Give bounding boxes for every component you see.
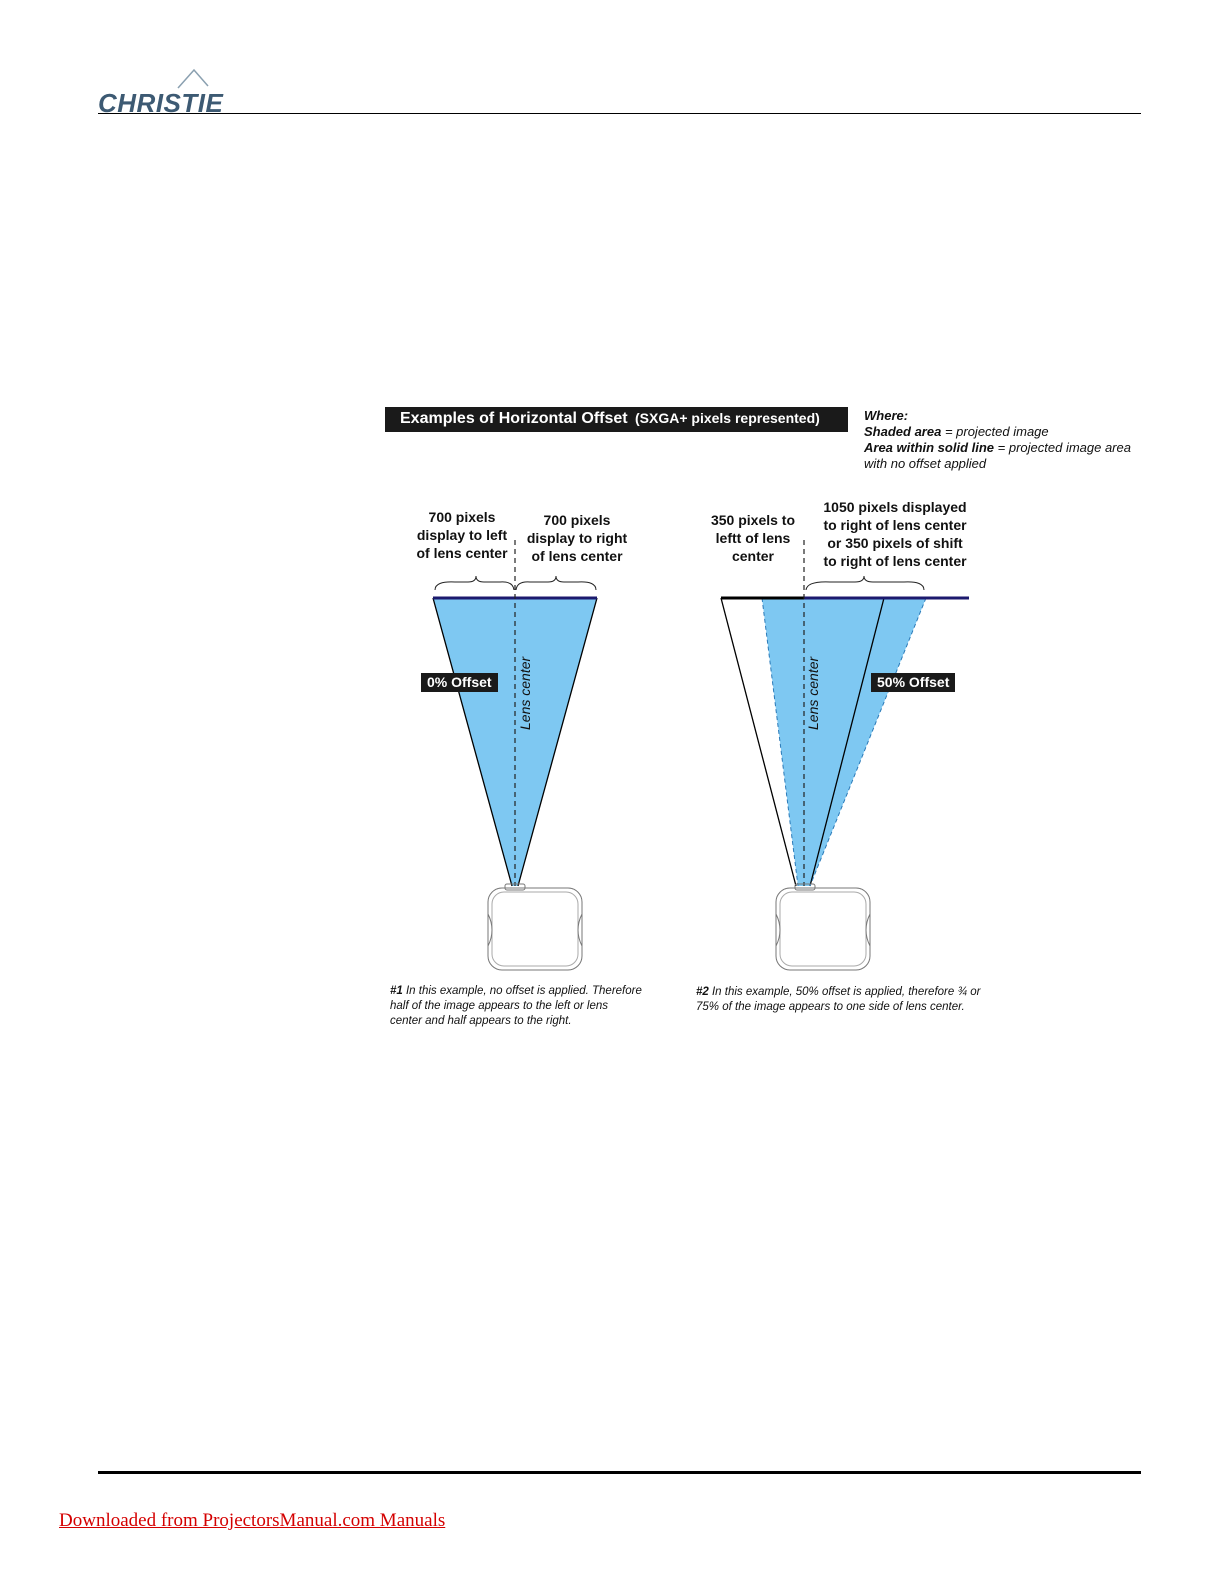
example2-right-label-line: 1050 pixels displayed [823, 499, 967, 515]
example1-right-label [518, 511, 636, 565]
example2-left-label [700, 511, 806, 565]
example1-right-label-line: of lens center [531, 548, 623, 564]
projector-2-icon [776, 884, 870, 970]
example2-right-label-line: to right of lens center [823, 553, 967, 569]
legend-shaded-term: Shaded area [864, 424, 942, 439]
legend-shaded-def: = projected image [941, 424, 1049, 439]
legend-where: Where: [864, 408, 909, 423]
example2-caption-line: 75% of the image appears to one side of lens center. [696, 1001, 965, 1013]
example1-caption [390, 984, 680, 1029]
footer-download-link[interactable]: Downloaded from ProjectorsManual.com Manuals [59, 1510, 446, 1531]
example2-left-label-line: 350 pixels to [710, 512, 796, 528]
example2-lens-center-label: Lens center [805, 656, 821, 730]
example2-right-label-line: or 350 pixels of shift [827, 535, 963, 551]
example2-right-label [812, 498, 978, 570]
example1-left-label-line: 700 pixels [428, 509, 496, 525]
example1-offset-badge: 0% Offset [421, 673, 498, 692]
example1-caption-num: #1 [390, 985, 403, 997]
footer-rule [98, 1471, 1141, 1474]
example2-offset-badge: 50% Offset [871, 673, 955, 692]
legend-solid-def2: with no offset applied [864, 456, 987, 471]
example2-right-label-line: to right of lens center [823, 517, 967, 533]
example2-caption-num: #2 [696, 986, 709, 998]
figure-title: Examples of Horizontal Offset [400, 410, 628, 427]
example1-caption-line: center and half appears to the right. [390, 1015, 572, 1027]
example1-right-label-line: display to right [526, 530, 628, 546]
example2-left-label-line: center [731, 548, 775, 564]
figure-title-paren: (SXGA+ pixels represented) [635, 410, 820, 426]
example2-beam [721, 540, 969, 886]
example1-left-label-line: of lens center [416, 545, 508, 561]
example1-caption-line: In this example, no offset is applied. Therefore [402, 985, 642, 997]
example1-caption-line: half of the image appears to the left or lens [390, 1000, 608, 1012]
example1-left-label-line: display to left [416, 527, 508, 543]
example1-beam [433, 540, 597, 886]
example2-caption-line: In this example, 50% offset is applied, therefore ¾ or [708, 986, 981, 998]
example2-caption [696, 985, 1016, 1015]
example1-right-label-line: 700 pixels [543, 512, 611, 528]
legend-solid-term: Area within solid line [864, 440, 995, 455]
example2-left-label-line: leftt of lens [715, 530, 791, 546]
logo-text: CHRISTIE [98, 88, 224, 118]
example1-lens-center-label: Lens center [517, 656, 533, 730]
legend-solid-def: = projected image area [994, 440, 1131, 455]
projector-1-icon [488, 884, 582, 970]
example1-left-label [408, 508, 516, 562]
